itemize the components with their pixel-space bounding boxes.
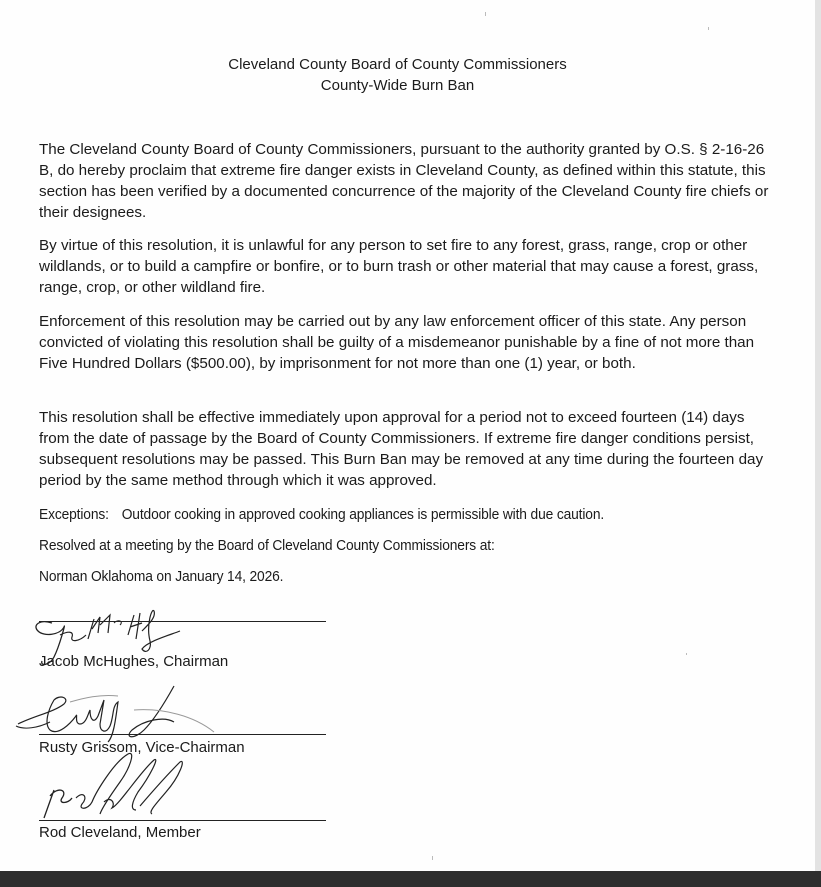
resolution-title: County-Wide Burn Ban [320, 77, 475, 94]
exceptions-text: Outdoor cooking in approved cooking appliances is permissible with due caution. [121, 506, 605, 523]
paragraph-prohibition: By virtue of this resolution, it is unlawful for any person to set fire to any forest, grass, range, crop or other wildlands, or to build a campfire or bonfire, or to burn trash or other material that may cause a forest, grass, range, crop, or other wildland fire. [39, 237, 759, 296]
signature-line [39, 820, 326, 821]
bottom-dark-bar [0, 871, 821, 887]
scan-artifact [485, 12, 486, 16]
board-title: Cleveland County Board of County Commissioners [228, 56, 567, 73]
paragraph-proclamation: The Cleveland County Board of County Commissioners, pursuant to the authority granted by O.S. § 2-16-26 B, do hereby proclaim that extreme fire danger exists in Cleveland County, as defined within this statute, this section has been verified by a documented concurrence of the majority of the Cleveland County fire chiefs or their designees. [39, 141, 769, 221]
scan-artifact [686, 653, 687, 655]
exceptions-label: Exceptions: [39, 506, 109, 523]
exceptions-line [39, 504, 604, 525]
scan-artifact [708, 27, 709, 30]
resolved-statement: Resolved at a meeting by the Board of Cleveland County Commissioners at: [39, 537, 495, 554]
signature-line [39, 734, 326, 735]
signatory-chairman: Jacob McHughes, Chairman [39, 653, 229, 670]
signatory-member: Rod Cleveland, Member [39, 824, 201, 841]
location-date: Norman Oklahoma on January 14, 2026. [39, 568, 284, 585]
scan-artifact [432, 856, 433, 860]
page-edge-strip [815, 0, 821, 871]
paragraph-duration: This resolution shall be effective immediately upon approval for a period not to exceed fourteen (14) days from the date of passage by the Board of County Commissioners. If extreme fire danger conditions persist, subsequent resolutions may be passed. This Burn Ban may be removed at any time during the fourteen day period by the same method through which it was approved. [39, 409, 764, 489]
signature-line [39, 621, 326, 622]
signature-rod-cleveland [40, 752, 210, 824]
document-header [0, 54, 795, 96]
paragraph-enforcement: Enforcement of this resolution may be carried out by any law enforcement officer of this state. Any person convicted of violating this resolution shall be guilty of a misdemeanor punishable by a fine of not more than Five Hundred Dollars ($500.00), by imprisonment for not more than one (1) year, or both. [39, 313, 755, 372]
signatory-vice-chairman: Rusty Grissom, Vice-Chairman [39, 739, 245, 756]
